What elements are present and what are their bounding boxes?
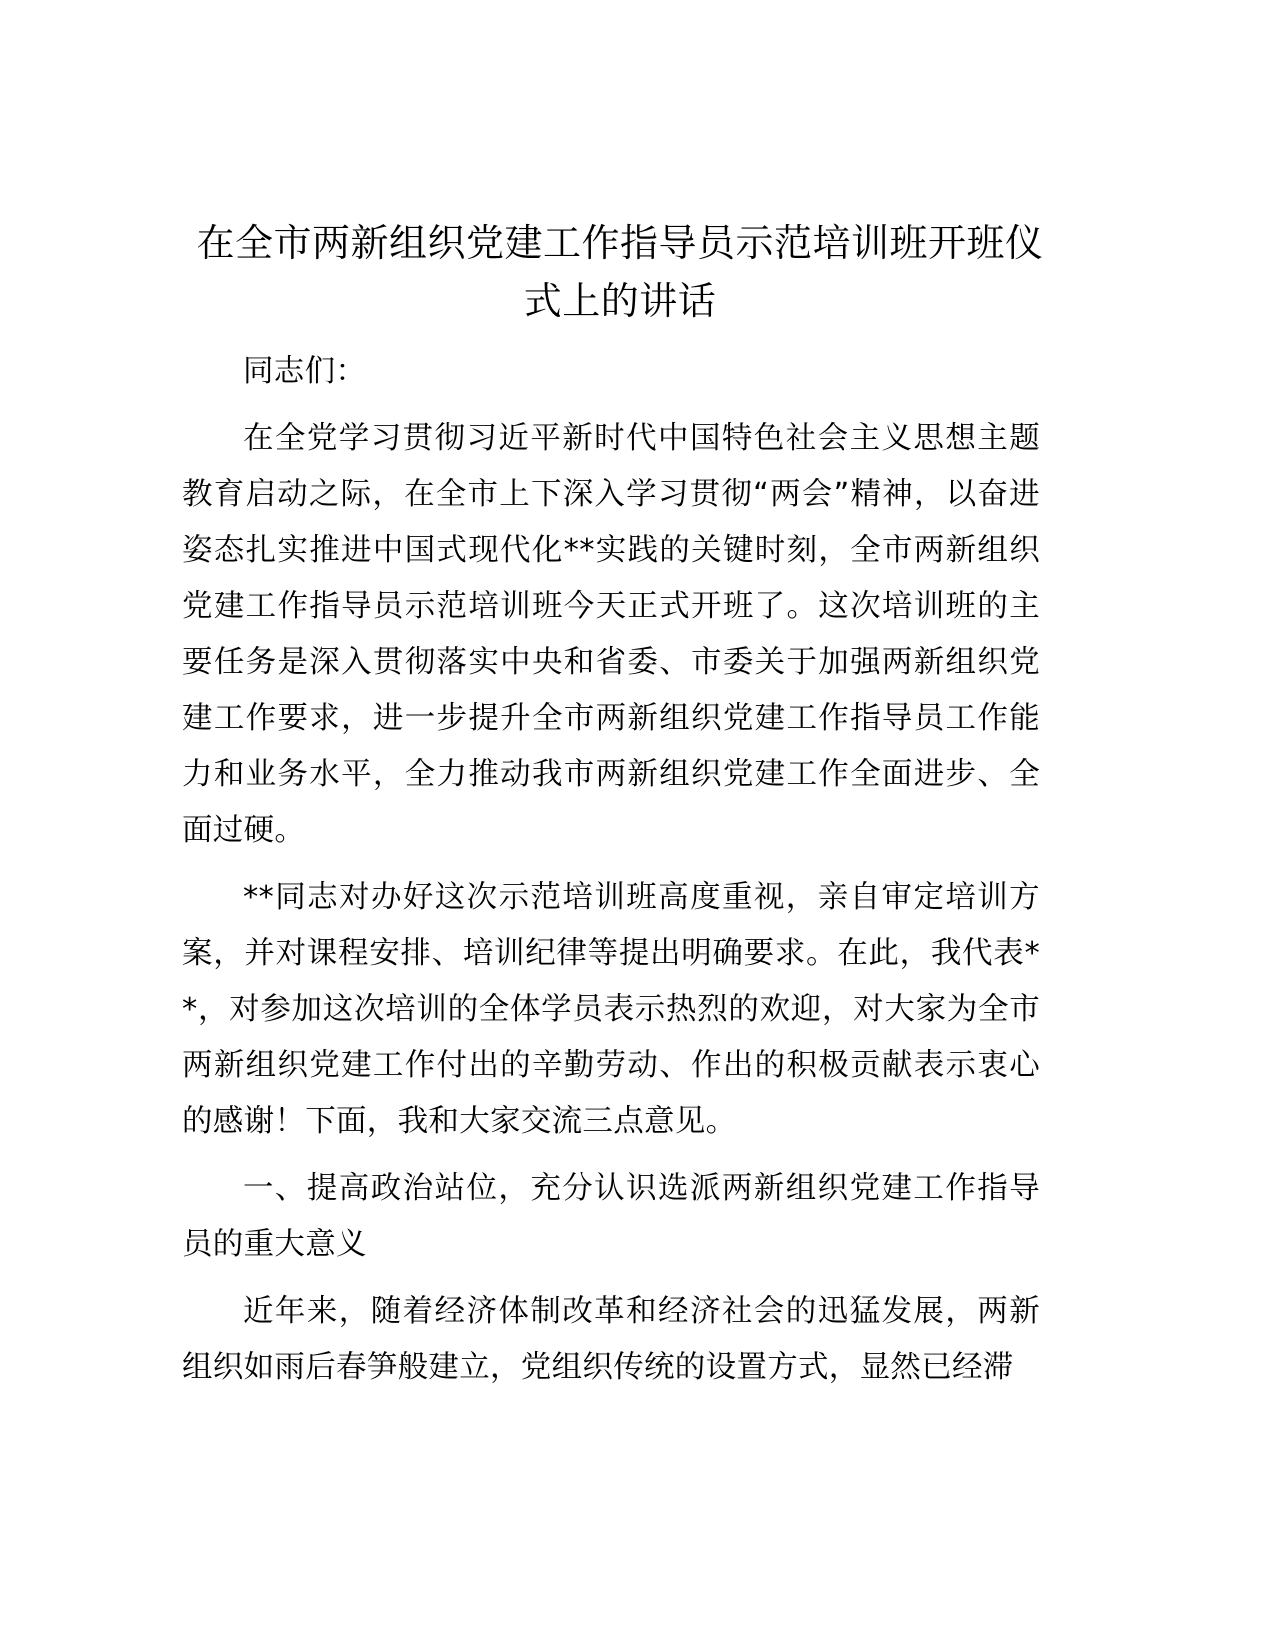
salutation: 同志们： bbox=[243, 354, 367, 389]
paragraph-opening: 在全党学习贯彻习近平新时代中国特色社会主义思想主题教育启动之际，在全市上下深入学习贯彻“两会”精神，以奋进姿态扎实推进中国式现代化**实践的关键时刻，全市两新组织党建工作指导员示范培训班今天正式开班了。这次培训班的主要任务是深入贯彻落实中央和省委、市委关于加强两新组织党建工作要求，进一步提升全市两新组织党建工作指导员工作能力和业务水平，全力推动我市两新组织党建工作全面进步、全面过硬。 bbox=[182, 421, 1040, 848]
document-title: 在全市两新组织党建工作指导员示范培训班开班仪式上的讲话 bbox=[196, 221, 1044, 323]
section-heading-1: 一、提高政治站位，充分认识选派两新组织党建工作指导员的重大意义 bbox=[182, 1171, 1040, 1262]
paragraph-thanks: **同志对办好这次示范培训班高度重视，亲自审定培训方案，并对课程安排、培训纪律等提出明确要求。在此，我代表**，对参加这次培训的全体学员表示热烈的欢迎，对大家为全市两新组织党建工作付出的辛勤劳动、作出的积极贡献表示衷心的感谢！下面，我和大家交流三点意见。 bbox=[182, 880, 1040, 1139]
paragraph-section-1: 近年来，随着经济体制改革和经济社会的迅猛发展，两新组织如雨后春笋般建立，党组织传统的设置方式，显然已经滞 bbox=[182, 1294, 1040, 1385]
document-body bbox=[182, 344, 1040, 1407]
